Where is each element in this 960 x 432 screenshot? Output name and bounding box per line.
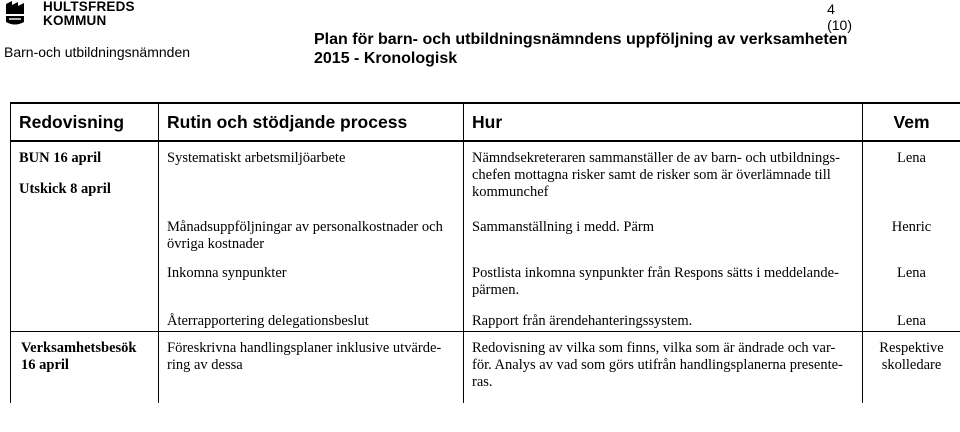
header-redovisning: Redovisning [11, 103, 159, 141]
cell-redovisning [11, 201, 159, 253]
cell-hur: Nämndsekreteraren sammanställer de av barn- och utbildnings-chefen mottagna risker samt de risker som är överlämnade till kommunchef [464, 141, 863, 201]
table-row [11, 201, 960, 253]
cell-redovisning [11, 253, 159, 299]
table-header-row [11, 103, 960, 141]
municipality-logo [4, 0, 135, 28]
table-row [11, 299, 960, 331]
crest-icon [4, 0, 40, 27]
title-line-1: Plan för barn- och utbildningsnämndens uppföljning av verksamheten [314, 31, 848, 48]
cell-rutin: Månadsuppföljningar av personalkostnader och övriga kostnader [159, 201, 464, 253]
cell-rutin: Inkomna synpunkter [159, 253, 464, 299]
cell-vem: Lena [863, 299, 960, 331]
logo-line-2: KOMMUN [43, 13, 107, 28]
cell-rutin: Föreskrivna handlingsplaner inklusive utvärde-ring av dessa [159, 331, 464, 403]
logo-line-1: HULTSFREDS [43, 0, 135, 14]
table-row [11, 331, 960, 403]
redovisning-sub: Utskick 8 april [19, 181, 111, 197]
cell-hur: Sammanställning i medd. Pärm [464, 201, 863, 253]
document-title [314, 30, 847, 68]
cell-redovisning [11, 141, 159, 201]
cell-vem: Lena [863, 253, 960, 299]
cell-hur: Postlista inkomna synpunkter från Respons sätts i meddelande-pärmen. [464, 253, 863, 299]
header-hur: Hur [464, 103, 863, 141]
table-row [11, 253, 960, 299]
table-row [11, 141, 960, 201]
cell-vem: Respektive skolledare [863, 331, 960, 403]
header-rutin: Rutin och stödjande process [159, 103, 464, 141]
page-current: 4 [827, 1, 835, 17]
cell-redovisning: Verksamhetsbesök 16 april [11, 331, 159, 403]
cell-vem: Lena [863, 141, 960, 201]
header-vem: Vem [863, 103, 960, 141]
page-number [827, 1, 852, 33]
cell-hur: Rapport från ärendehanteringssystem. [464, 299, 863, 331]
follow-up-table [10, 102, 960, 403]
title-line-2: 2015 - Kronologisk [314, 50, 458, 67]
cell-hur: Redovisning av vilka som finns, vilka som är ändrade och var-för. Analys av vad som görs utifrån handlingsplanerna presente-ras. [464, 331, 863, 403]
department-name: Barn-och utbildningsnämnden [4, 44, 191, 60]
cell-rutin: Systematiskt arbetsmiljöarbete [159, 141, 464, 201]
cell-vem: Henric [863, 201, 960, 253]
redovisning-date: BUN 16 april [19, 150, 102, 166]
page-total: (10) [827, 17, 852, 33]
cell-rutin: Återrapportering delegationsbeslut [159, 299, 464, 331]
cell-redovisning [11, 299, 159, 331]
